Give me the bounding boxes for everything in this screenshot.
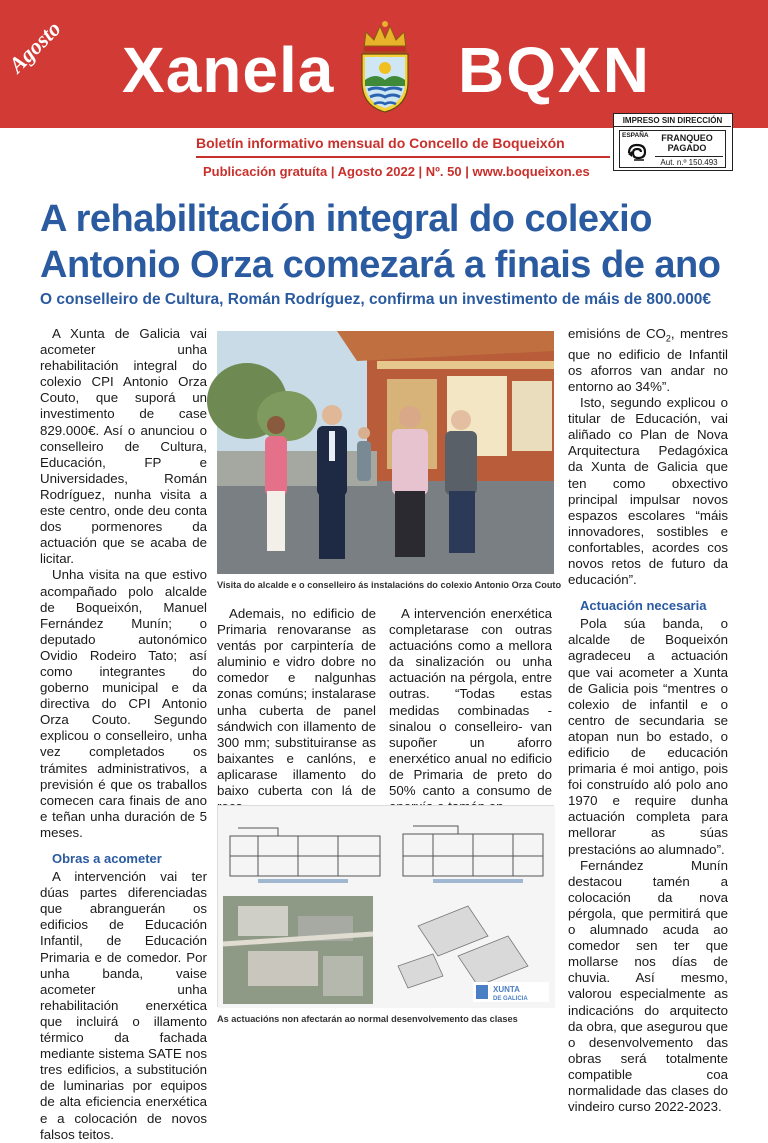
post-horn-icon	[626, 141, 648, 163]
publication-info: Publicación gratuíta | Agosto 2022 | Nº. 50 | www.boqueixon.es	[203, 164, 590, 179]
visit-photo-image	[217, 331, 554, 574]
section-heading-actuacion: Actuación necesaria	[580, 598, 707, 614]
paragraph: Fernández Munín destacou tamén a colocación da nova pérgola, que permitirá que o alumnado acuda ao comedor sen ter que mollarse nos días de chuvia. Así mesmo, valorou especialmente as indicacións do arquitecto da obra, que asegurou que o desenvolvemento das obras será totalmente compatible coa normalidade das clases do vindeiro curso 2022-2023.	[568, 857, 728, 1115]
article-standfirst: O conselleiro de Cultura, Román Rodríguez, confirma un investimento de máis de 800.000€	[40, 291, 711, 308]
paragraph: A Xunta de Galicia vai acometer unha rehabilitación integral do colexio CPI Antonio Orza Couto, que suporá un investimento de case 829.000€. Así o anunciou o conselleiro de Cultura, Educación, FP e Universidades, Román Rodríguez, nunha visita a este centro, onde deu conta dos pormenores da actuación que se acaba de licitar.	[40, 326, 207, 567]
article-headline	[40, 196, 740, 288]
stamp-header: IMPRESO SIN DIRECCIÓN	[614, 114, 731, 127]
paragraph: Ademais, no edificio de Primaria renovaranse as ventás por carpintería de aluminio e vidro dobre no comedor e nalgunhas zonas comúns; instalarase unha cuberta de panel sándwich con illamento de 300 mm; substituiranse as baixantes e canlóns, e aplicarase illamento do baixo cuberta con lá de	[217, 606, 376, 799]
paragraph: A intervención vai ter dúas partes diferenciadas que abranguerán os edificios de Educación Infantil, de Educación Primaria e de comedor. Por unha banda, vaise acometer unha rehabilitación enerxética que incluirá o illamento térmico da fachada mediante sistema SATE nos tres edificios, a substitución de luminarias por equipos de alta eficiencia enerxética e a colocación de novos falsos teitos.	[40, 869, 207, 1142]
text-column-1	[40, 326, 207, 1143]
visit-photo	[217, 331, 554, 574]
paragraph: Pola súa banda, o alcalde de Boqueixón agradeceu a actuación que vai acometer a Xunta de Galicia pois “mentres o colexio de infantil e o centro de secundaria se atopan nun bo estado, o edificio de educación primaria é moi antigo, pois foi construído aló polo ano 1970 e require dunha actuación completa para mellorar as súas prestacións ao alumnado”.	[568, 616, 728, 857]
xunta-logo-line-2: DE GALICIA	[493, 996, 528, 1002]
stamp-authorization: Aut. n.º 150.493	[655, 156, 723, 167]
stamp-franqueo-line-2: PAGADO	[667, 143, 707, 153]
paragraph: Unha visita na que estivo acompañado polo alcalde de Boqueixón, Manuel Fernández Munín; o deputado autonómico Ovidio Rodeiro Tato; así como integrantes do goberno municipal e da directiva do CPI Antonio Orza Couto. Segundo explicou o conselleiro, unha vez completados os trámites administrativos, a previsión é que os traballos comecen cara finais de ano e teñan unha duración de 5 meses.	[40, 567, 207, 840]
masthead-banner	[0, 0, 768, 128]
co2-text-b: , mentres que no edificio de Infantil os aforros van andar no entorno ao 34%”.	[568, 326, 728, 394]
headline-line-1: A rehabilitación integral do colexio	[40, 198, 652, 240]
paragraph: Isto, segundo explicou o titular de Educación, vai aliñado co Plan de Nova Arquitectura Pedagóxica da Xunta de Galicia que ten como obxectivo principal impulsar novos espazos escolares “máis innovadores, sostibles e confortables, acordes cos novos retos de futuro da educación”.	[568, 395, 728, 588]
text-column-4	[568, 326, 728, 1115]
bulletin-subtitle: Boletín informativo mensual do Concello de Boqueixón	[196, 135, 565, 151]
paragraph: A intervención enerxética completarase con outras actuacións como a mellora da sinalización ou unha actuación na pérgola, entre outras. “Todas estas medidas combinadas -sinalou o conselleiro- van supoñer un aforro enerxético anual no edificio de Primaria de preto do 50% canto a consumo de	[389, 606, 552, 799]
masthead-title-bqxn: BQXN	[458, 34, 651, 106]
paragraph-co2	[568, 326, 728, 395]
stamp-box	[619, 130, 726, 168]
month-ribbon: Agosto	[3, 15, 66, 78]
architectural-plans	[217, 805, 554, 1007]
text-column-2	[217, 606, 376, 815]
headline-line-2: Antonio Orza comezará a finais de ano	[40, 244, 721, 286]
text-column-3	[389, 606, 552, 815]
co2-subscript: 2	[665, 333, 671, 344]
plans-image	[218, 806, 555, 1008]
stamp-franqueo-line-1: FRANQUEO	[661, 133, 713, 143]
co2-text-a: emisións de CO	[568, 326, 666, 341]
stamp-franqueo	[656, 133, 718, 153]
stamp-country: ESPAÑA	[622, 132, 649, 139]
photo-caption-plans: As actuacións non afectarán ao normal desenvolvemento das clases	[217, 1014, 518, 1024]
masthead-title-xanela: Xanela	[122, 34, 335, 106]
subtitle-divider	[196, 156, 610, 158]
photo-caption-visit: Visita do alcalde e o conselleiro ás instalacións do colexio Antonio Orza Couto	[217, 580, 562, 590]
postage-stamp	[613, 113, 733, 171]
xunta-logo-line-1: XUNTA	[493, 985, 520, 994]
section-heading-obras: Obras a acometer	[52, 851, 162, 866]
coat-of-arms-icon	[356, 18, 414, 114]
